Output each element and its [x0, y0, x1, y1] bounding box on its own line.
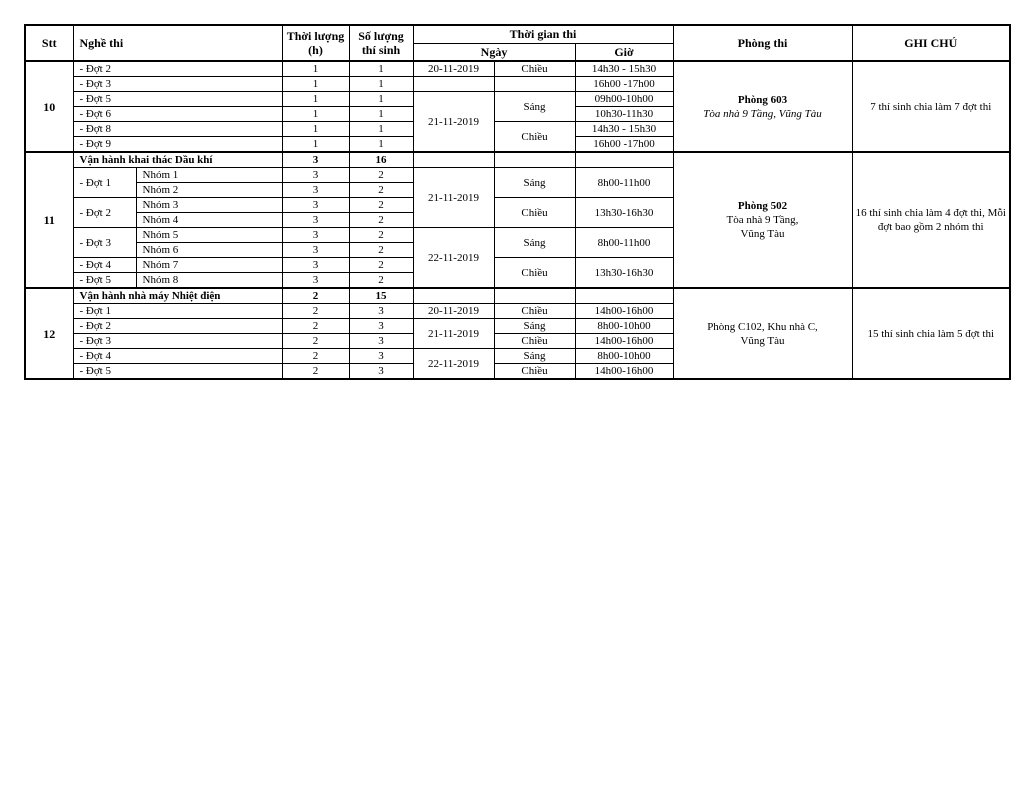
date-cell	[413, 288, 494, 304]
group-label: Nhóm 7	[136, 258, 282, 273]
count-cell: 2	[349, 273, 413, 289]
exam-schedule-sheet	[24, 24, 1011, 380]
time-cell	[575, 288, 673, 304]
date-cell: 22-11-2019	[413, 228, 494, 289]
header-so-luong	[349, 25, 413, 61]
time-cell: 10h30-11h30	[575, 107, 673, 122]
header-ngay: Ngày	[413, 43, 575, 61]
count-cell: 1	[349, 122, 413, 137]
hours-cell: 3	[282, 228, 349, 243]
session-cell: Chiều	[494, 258, 575, 289]
date-cell: 20-11-2019	[413, 61, 494, 77]
date-cell	[413, 152, 494, 168]
session-cell: Chiều	[494, 364, 575, 380]
count-cell: 1	[349, 61, 413, 77]
hours-cell: 2	[282, 364, 349, 380]
batch-label: - Đợt 3	[73, 228, 136, 258]
header-so-luong-label: Số lượng	[358, 29, 404, 43]
hours-cell: 3	[282, 152, 349, 168]
time-cell	[575, 152, 673, 168]
date-cell: 22-11-2019	[413, 349, 494, 380]
header-so-luong-unit: thí sinh	[361, 43, 401, 57]
batch-label: - Đợt 1	[73, 304, 282, 319]
count-cell: 3	[349, 334, 413, 349]
table-row	[25, 152, 1010, 168]
hours-cell: 2	[282, 349, 349, 364]
date-cell	[413, 77, 494, 92]
batch-label: - Đợt 6	[73, 107, 282, 122]
time-cell: 16h00 -17h00	[575, 77, 673, 92]
room-address: Tòa nhà 9 Tầng,	[726, 214, 799, 226]
count-cell: 2	[349, 198, 413, 213]
time-cell: 13h30-16h30	[575, 198, 673, 228]
header-nghe-thi: Nghề thi	[73, 25, 282, 61]
room-title: Phòng C102, Khu nhà C,	[707, 320, 818, 333]
section-title: Vận hành nhà máy Nhiệt điện	[73, 288, 282, 304]
batch-label: - Đợt 5	[73, 92, 282, 107]
time-cell: 8h00-11h00	[575, 168, 673, 198]
count-cell: 15	[349, 288, 413, 304]
header-thoi-luong-unit: (h)	[308, 43, 323, 57]
group-label: Nhóm 6	[136, 243, 282, 258]
header-phong-thi: Phòng thi	[673, 25, 852, 61]
batch-label: - Đợt 5	[73, 273, 136, 289]
hours-cell: 3	[282, 168, 349, 183]
time-cell: 13h30-16h30	[575, 258, 673, 289]
room-address: Vũng Tàu	[740, 228, 785, 240]
header-gio: Giờ	[575, 43, 673, 61]
note-cell: 15 thí sinh chia làm 5 đợt thi	[852, 288, 1010, 379]
table-row	[25, 61, 1010, 77]
hours-cell: 2	[282, 304, 349, 319]
note-cell: 7 thí sinh chia làm 7 đợt thi	[852, 61, 1010, 152]
table-row	[25, 288, 1010, 304]
batch-label: - Đợt 2	[73, 61, 282, 77]
count-cell: 2	[349, 183, 413, 198]
hours-cell: 1	[282, 77, 349, 92]
time-cell: 14h00-16h00	[575, 364, 673, 380]
room-cell	[673, 152, 852, 288]
stt-cell: 12	[25, 288, 73, 379]
time-cell: 16h00 -17h00	[575, 137, 673, 153]
group-label: Nhóm 4	[136, 213, 282, 228]
session-cell: Sáng	[494, 319, 575, 334]
count-cell: 2	[349, 258, 413, 273]
stt-cell: 11	[25, 152, 73, 288]
header-ghi-chu: GHI CHÚ	[852, 25, 1010, 61]
room-address: Tòa nhà 9 Tầng, Vũng Tàu	[703, 107, 822, 120]
hours-cell: 1	[282, 107, 349, 122]
session-cell: Sáng	[494, 228, 575, 258]
batch-label: - Đợt 2	[73, 198, 136, 228]
batch-label: - Đợt 9	[73, 137, 282, 153]
count-cell: 1	[349, 137, 413, 153]
hours-cell: 2	[282, 334, 349, 349]
header-thoi-luong-label: Thời lượng	[286, 29, 345, 43]
batch-label: - Đợt 1	[73, 168, 136, 198]
room-cell	[673, 61, 852, 152]
batch-label: - Đợt 5	[73, 364, 282, 380]
time-cell: 14h30 - 15h30	[575, 61, 673, 77]
session-cell	[494, 152, 575, 168]
time-cell: 14h30 - 15h30	[575, 122, 673, 137]
date-cell: 20-11-2019	[413, 304, 494, 319]
batch-label: - Đợt 4	[73, 258, 136, 273]
count-cell: 3	[349, 319, 413, 334]
time-cell: 14h00-16h00	[575, 304, 673, 319]
exam-schedule-table	[24, 24, 1011, 380]
group-label: Nhóm 5	[136, 228, 282, 243]
session-cell: Sáng	[494, 349, 575, 364]
count-cell: 1	[349, 77, 413, 92]
session-cell: Chiều	[494, 122, 575, 153]
time-cell: 8h00-10h00	[575, 319, 673, 334]
stt-cell: 10	[25, 61, 73, 152]
section-title: Vận hành khai thác Dầu khí	[73, 152, 282, 168]
header-stt: Stt	[25, 25, 73, 61]
time-cell: 8h00-11h00	[575, 228, 673, 258]
group-label: Nhóm 1	[136, 168, 282, 183]
hours-cell: 1	[282, 61, 349, 77]
session-cell: Sáng	[494, 92, 575, 122]
hours-cell: 1	[282, 137, 349, 153]
date-cell: 21-11-2019	[413, 319, 494, 349]
time-cell: 09h00-10h00	[575, 92, 673, 107]
batch-label: - Đợt 4	[73, 349, 282, 364]
batch-label: - Đợt 8	[73, 122, 282, 137]
hours-cell: 3	[282, 243, 349, 258]
count-cell: 2	[349, 168, 413, 183]
count-cell: 2	[349, 213, 413, 228]
hours-cell: 1	[282, 92, 349, 107]
date-cell: 21-11-2019	[413, 168, 494, 228]
session-cell	[494, 288, 575, 304]
time-cell: 8h00-10h00	[575, 349, 673, 364]
hours-cell: 2	[282, 319, 349, 334]
batch-label: - Đợt 2	[73, 319, 282, 334]
session-cell: Chiều	[494, 198, 575, 228]
room-address: Vũng Tàu	[740, 334, 785, 347]
session-cell: Chiều	[494, 334, 575, 349]
time-cell: 14h00-16h00	[575, 334, 673, 349]
hours-cell: 1	[282, 122, 349, 137]
hours-cell: 3	[282, 183, 349, 198]
session-cell	[494, 77, 575, 92]
count-cell: 16	[349, 152, 413, 168]
date-cell: 21-11-2019	[413, 92, 494, 153]
group-label: Nhóm 2	[136, 183, 282, 198]
count-cell: 3	[349, 304, 413, 319]
batch-label: - Đợt 3	[73, 334, 282, 349]
hours-cell: 3	[282, 213, 349, 228]
hours-cell: 3	[282, 258, 349, 273]
hours-cell: 3	[282, 198, 349, 213]
count-cell: 1	[349, 107, 413, 122]
count-cell: 1	[349, 92, 413, 107]
note-cell: 16 thí sinh chia làm 4 đợt thi, Mỗi đợt bao gồm 2 nhóm thi	[852, 152, 1010, 288]
group-label: Nhóm 8	[136, 273, 282, 289]
room-cell	[673, 288, 852, 379]
hours-cell: 3	[282, 273, 349, 289]
batch-label: - Đợt 3	[73, 77, 282, 92]
count-cell: 3	[349, 364, 413, 380]
room-title: Phòng 502	[737, 200, 788, 212]
count-cell: 3	[349, 349, 413, 364]
header-thoi-luong	[282, 25, 349, 61]
count-cell: 2	[349, 243, 413, 258]
session-cell: Sáng	[494, 168, 575, 198]
header-thoi-gian-thi: Thời gian thi	[413, 25, 673, 43]
session-cell: Chiều	[494, 61, 575, 77]
hours-cell: 2	[282, 288, 349, 304]
room-title: Phòng 603	[737, 93, 788, 106]
count-cell: 2	[349, 228, 413, 243]
session-cell: Chiều	[494, 304, 575, 319]
group-label: Nhóm 3	[136, 198, 282, 213]
